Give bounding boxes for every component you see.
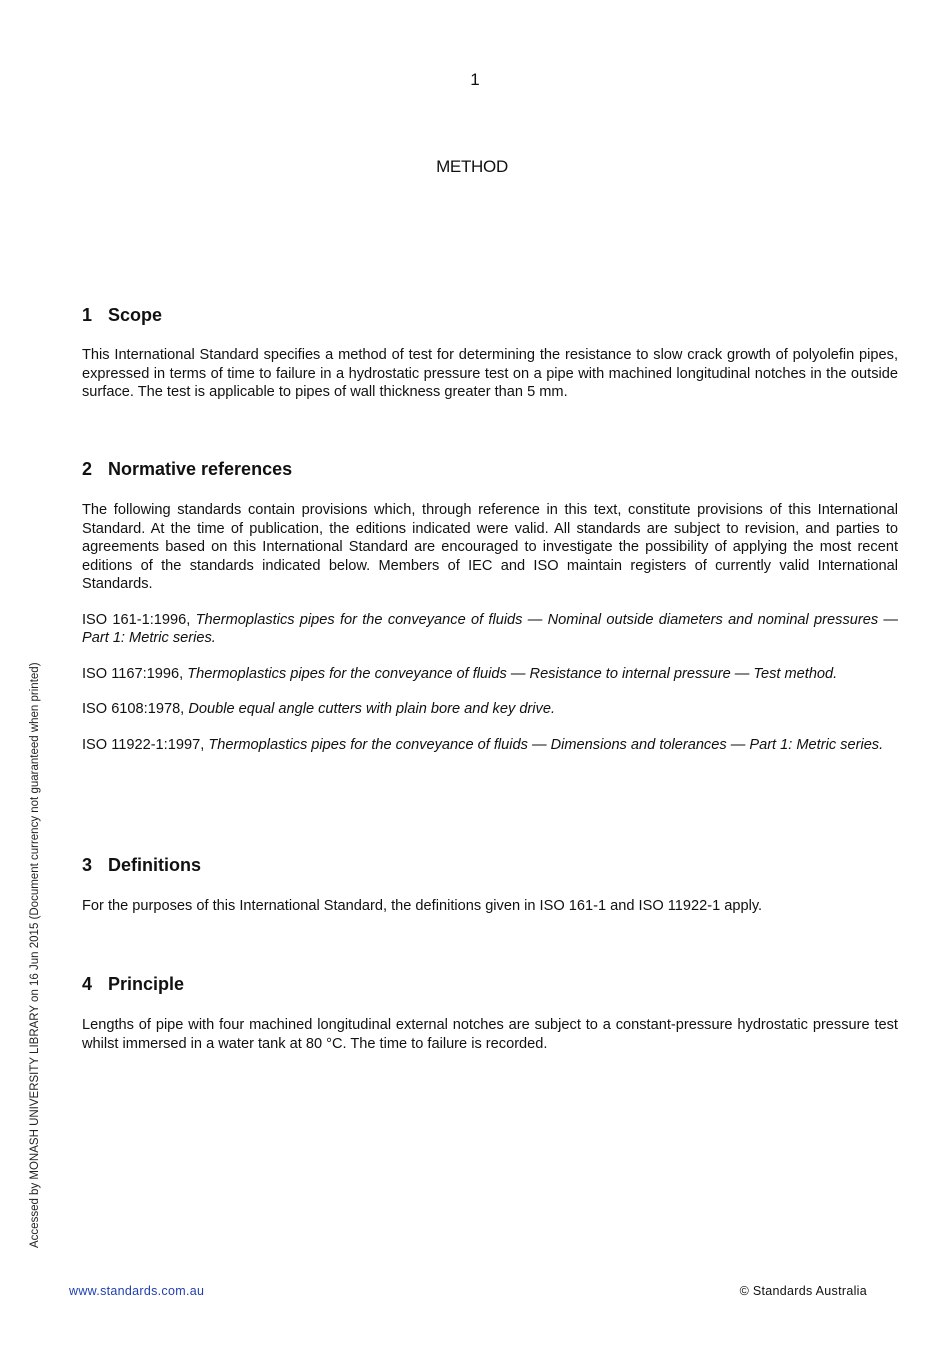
reference-list xyxy=(82,611,898,755)
section-title: Principle xyxy=(108,974,185,994)
section-heading xyxy=(82,459,898,480)
definitions-paragraph: For the purposes of this International Standard, the definitions given in ISO 161-1 and ISO 11922-1 apply. xyxy=(82,898,763,914)
section-principle xyxy=(82,974,898,1053)
reference-code: ISO 11922-1:1997, xyxy=(82,736,205,753)
scope-paragraph: This International Standard specifies a method of test for determining the resistance to slow crack growth of polyolefin pipes, expressed in terms of time to failure in a hydrostatic pressure test on a pipe with machined longitudinal notches in the outside surface. The test is applicable to pipes of wall thickness greater than 5 mm. xyxy=(82,347,898,400)
reference-code: ISO 6108:1978, xyxy=(82,701,185,717)
reference-item xyxy=(82,611,898,648)
section-title: Scope xyxy=(108,305,163,325)
section-scope xyxy=(82,305,898,402)
section-number: 1 xyxy=(82,305,93,325)
reference-title: Double equal angle cutters with plain bore and key drive. xyxy=(188,701,556,717)
standards-website-link[interactable]: www.standards.com.au xyxy=(69,1284,205,1298)
section-normative-references xyxy=(82,459,898,754)
principle-paragraph: Lengths of pipe with four machined longitudinal external notches are subject to a constant-pressure hydrostatic pressure test whilst immersed in a water tank at 80 °C. The time to failure is recorded. xyxy=(82,1017,898,1052)
section-title: Definitions xyxy=(108,855,201,875)
reference-title: Thermoplastics pipes for the conveyance of fluids — Resistance to internal pressure — Test method. xyxy=(187,665,838,682)
reference-code: ISO 161-1:1996, xyxy=(82,611,191,628)
reference-code: ISO 1167:1996, xyxy=(82,665,184,682)
document-title: METHOD xyxy=(436,157,508,176)
copyright-notice: © Standards Australia xyxy=(739,1284,867,1298)
reference-item xyxy=(82,736,898,755)
section-heading xyxy=(82,855,898,876)
normative-intro-paragraph: The following standards contain provisions which, through reference in this text, constitute provisions of this International Standard. At the time of publication, the editions indicated were valid. All standards are subject to revision, and parties to agreements based on this International Standard are encouraged to investigate the possibility of applying the most recent editions of the standards indicated below. Members of IEC and ISO maintain registers of currently valid International Standards. xyxy=(82,502,898,592)
access-watermark-text: Accessed by MONASH UNIVERSITY LIBRARY on 16 Jun 2015 (Document currency not guaranteed when printed) xyxy=(29,662,41,1248)
section-title: Normative references xyxy=(108,459,293,479)
section-heading xyxy=(82,305,898,326)
section-definitions xyxy=(82,855,898,916)
section-number: 4 xyxy=(82,974,93,994)
section-number: 3 xyxy=(82,855,93,875)
reference-item xyxy=(82,665,898,684)
section-number: 2 xyxy=(82,459,93,479)
reference-title: Thermoplastics pipes for the conveyance of fluids — Nominal outside diameters and nominal pressures — Part 1: Metric series. xyxy=(82,611,898,646)
reference-item xyxy=(82,700,898,719)
section-heading xyxy=(82,974,898,995)
reference-title: Thermoplastics pipes for the conveyance of fluids — Dimensions and tolerances — Part 1: Metric series. xyxy=(208,736,884,753)
page-number: 1 xyxy=(470,70,480,89)
